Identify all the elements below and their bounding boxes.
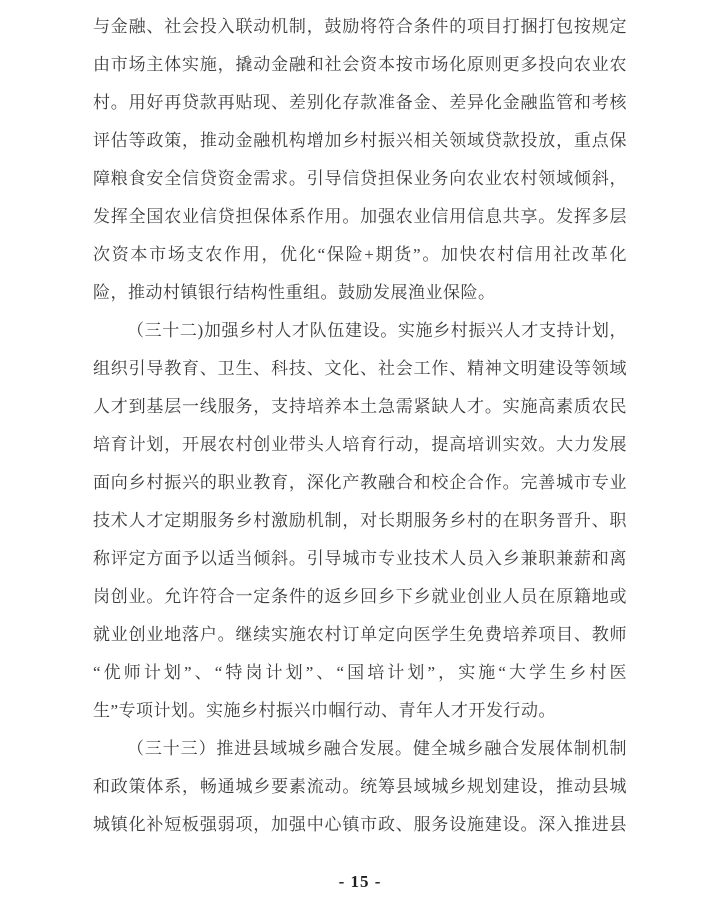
text-line: 岗创业。允许符合一定条件的返乡回乡下乡就业创业人员在原籍地或 — [93, 587, 627, 606]
text-line: （三十二)加强乡村人才队伍建设。实施乡村振兴人才支持计划， — [127, 321, 627, 340]
document-text-block — [93, 8, 627, 844]
text-line: 面向乡村振兴的职业教育，深化产教融合和校企合作。完善城市专业 — [93, 473, 627, 492]
text-line: 评估等政策，推动金融机构增加乡村振兴相关领域贷款投放，重点保 — [93, 131, 627, 150]
text-line: 险，推动村镇银行结构性重组。鼓励发展渔业保险。 — [93, 283, 496, 302]
text-line: 次资本市场支农作用，优化“保险+期货”。加快农村信用社改革化 — [93, 245, 627, 264]
text-line: 技术人才定期服务乡村激励机制，对长期服务乡村的在职务晋升、职 — [93, 511, 627, 530]
text-line: 组织引导教育、卫生、科技、文化、社会工作、精神文明建设等领域 — [93, 359, 627, 378]
text-line: 生”专项计划。实施乡村振兴巾帼行动、青年人才开发行动。 — [93, 701, 557, 720]
text-line: 城镇化补短板强弱项，加强中心镇市政、服务设施建设。深入推进县 — [93, 815, 627, 834]
text-line: 与金融、社会投入联动机制，鼓励将符合条件的项目打捆打包按规定 — [93, 17, 627, 36]
text-line: 村。用好再贷款再贴现、差别化存款准备金、差异化金融监管和考核 — [93, 93, 627, 112]
text-line: 由市场主体实施，撬动金融和社会资本按市场化原则更多投向农业农 — [93, 55, 627, 74]
text-line: 障粮食安全信贷资金需求。引导信贷担保业务向农业农村领域倾斜， — [93, 169, 627, 188]
text-line: 人才到基层一线服务，支持培养本土急需紧缺人才。实施高素质农民 — [93, 397, 627, 416]
text-line: （三十三）推进县域城乡融合发展。健全城乡融合发展体制机制 — [127, 739, 627, 758]
text-line: 培育计划，开展农村创业带头人培育行动，提高培训实效。大力发展 — [93, 435, 627, 454]
text-line: 就业创业地落户。继续实施农村订单定向医学生免费培养项目、教师 — [93, 625, 627, 644]
text-line: 和政策体系，畅通城乡要素流动。统筹县域城乡规划建设，推动县城 — [93, 777, 627, 796]
text-line: 发挥全国农业信贷担保体系作用。加强农业信用信息共享。发挥多层 — [93, 207, 627, 226]
text-line: 称评定方面予以适当倾斜。引导城市专业技术人员入乡兼职兼薪和离 — [93, 549, 627, 568]
text-line: “优师计划”、“特岗计划”、“国培计划”，实施“大学生乡村医 — [93, 663, 627, 682]
page-number: - 15 - — [338, 872, 382, 891]
